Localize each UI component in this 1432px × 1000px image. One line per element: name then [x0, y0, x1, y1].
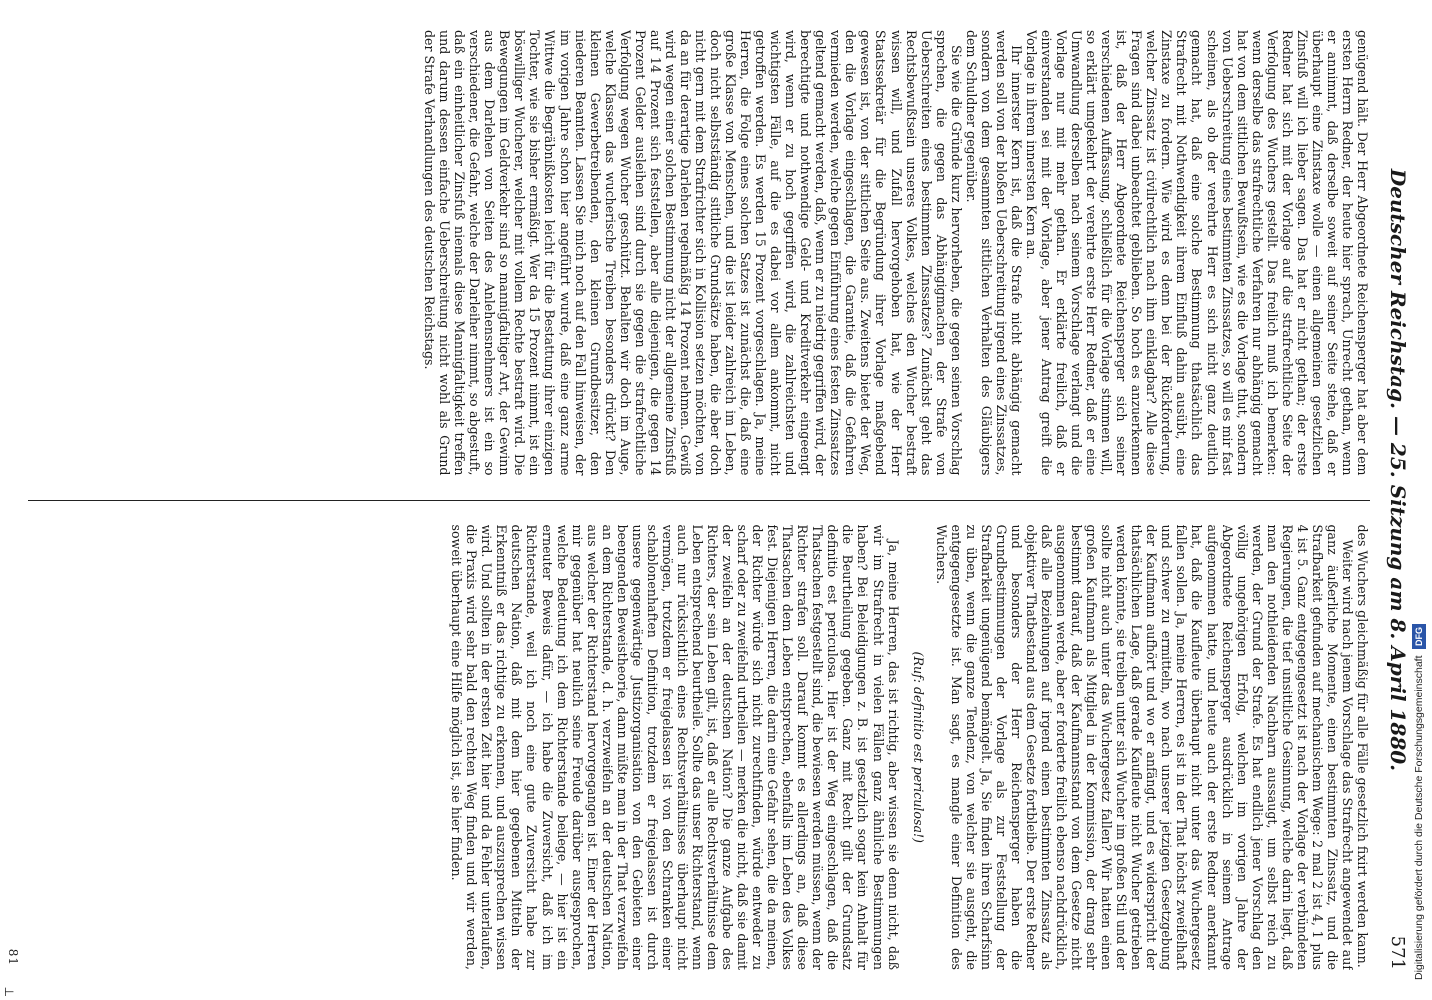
paragraph: des Wuchers gleichmäßig für alle Fälle gesetzlich fixirt werden kann.	[1355, 524, 1370, 968]
paragraph: Sie wie die Gründe kurz hervorheben, die gegen seinen Vorschlag sprechen, die gegen das Abhängigmachen der Strafe von Ueberschreiten eines bestimmten Zinssatzes? Zunächst geht das Rechtsbewußtsein unseres Volkes, welches den Wucher bestraft wissen will, und Zufall hervorgehoben hat, wie der Herr Staatssekretär für die Begründung ihrer Vorlage maßgebend gewesen ist, von der sittlichen Seite aus. Zweitens bietet der Weg, den die Vorlage eingeschlagen, die Garantie, daß die Gefahren vermieden werden, welche gegen Einführung eines festen Zinssatzes geltend gemacht werden, daß, wenn er zu niedrig gegriffen wird, der berechtigte und nothwendige Geld- und Kreditverkehr eingeengt wird, wenn er zu hoch gegriffen wird, die zahlreichsten und wichtigsten Fälle, auf die es dabei vor allem ankommt, nicht getroffen werden. Es werden 15 Prozent vorgeschlagen. Ja, meine Herren, die Folge eines solchen Satzes ist zunächst die, daß eine große Klasse von Menschen, und die ist leider zahlreich im Leben, doch nicht selbstständig sittliche Grundsätze haben, die aber doch nicht gern mit dem Strafrichter sich in Kollision setzen möchten, von da an für derartige Darlehen regelmäßig 14 Prozent nehmen. Gewiß wird wegen einer solchen Bestimmung nicht der allgemeine Zinsfuß auf 14 Prozent sich feststellen, aber alle diejenigen, die gegen 14 Prozent Gelder ausleihen sind durch sie gegen die strafrechtliche Verfolgung wegen Wucher geschützt. Behalten wir doch im Auge, welche Klassen das wucherische Treiben besonders drückt? Den kleinen Gewerbetreibenden, den kleinen Grundbesitzer, den niederen Beamten. Lassen Sie mich noch auf den Fall hinweisen, der im vorigen Jahre schon hier angeführt wurde, daß eine ganz arme Wittwe die Begräbnißkosten leicht für die Bestattung ihrer einzigen Tochter, wie sie bisher ermäßigt. Wer da 15 Prozent nimmt, ist ein böswilliger Wucherer, welcher mit vollem Rechte bestraft wird. Die Bewegungen im Geldverkehr sind so mannigfaltiger Art, der Gewinn aus dem Darlehen von Seiten des Anlehensnehmers ist ein so verschiedener, die Gefahr, welche der Darleiher nimmt, so abgestuft, daß ein einheitlicher Zinsfuß niemals diese Mannigfaltigkeit treffen und darum dessen einfache Ueberschreitung nicht wohl als Grund der Strafe Verhandlungen des deutschen Reichstags.	[422, 30, 964, 476]
paragraph: Ja, meine Herren, das ist richtig, aber wissen sie denn nicht, daß wir im Strafrecht in vielen Fällen ganz ähnliche Bestimmungen haben? Bei Beleidigungen z. B. ist gesetzlich sogar kein Anhalt für die Beurtheilung gegeben. Ganz mit Recht gilt der Grundsatz definitio est periculosa. Hier ist der Weg eingeschlagen, daß die Thatsachen festgestellt sind, die bewiesen werden müssen, wenn der Richter strafen soll. Darauf kommt es allerdings an, daß diese Thatsachen dem Leben entsprechen, ebenfalls im Leben des Volkes fest. Diejenigen Herren, die darin eine Gefahr sehen, die da meinen, der Richter würde sich nicht zurechtfinden, würde entweder zu scharf oder zu zweifelnd urtheilen — merken die nicht, daß sie damit der zweifeln an der deutschen Nation? Die ganze Aufgabe des Richters, der sein Leben gilt, ist, daß er alle Rechtsverhältnisse dem Leben entsprechend beurtheile. Sollte das unser Richterstand, wenn auch nur rücksichtlich eines Rechtsverhältnisses überhaupt nicht vermögen, trotzdem er freigelassen ist von den Schranken einer schablonenhaften Definition, trotzdem er freigelassen ist durch unsere gegenwärtige Justizorganisation von den Gebieten einer beengenden Beweistheorie, dann müßte man in der That verzweifeln an dem Richterstande, d. h. verzweifeln an der deutschen Nation, aus welcher der Richterstand hervorgegangen ist. Einer der Herren mir gegenüber hat neulich seine Freude darüber ausgesprochen, welche Bedeutung ich dem Richterstande beilege, — hier ist ein erneuter Beweis dafür, — ich habe die Zuversicht, daß ich im Richterstande, weil ich noch eine gute Zuversicht habe zur deutschen Nation, daß mit dem hier gegebenen Mitteln der Erkenntniß er das richtige zu erkennen, und auszusprechen wissen wird. Und sollten in der ersten Zeit hier und da Fehler unterlaufen, die Praxis wird sehr bald den rechten Weg finden und wir werden, soweit überhaupt eine Hilfe möglich ist, sie hier finden.	[449, 524, 901, 970]
signature-mark: 81	[6, 948, 20, 966]
paragraph: Weiter wird nach jenem Vorschlage das Strafrecht angewendet auf ganz äußerliche Momente, einen bestimmten Zinssatz, und die Strafbarkeit gefunden auf mechanischem Wege: 2 mal 2 ist 4, 1 plus 4 ist 5. Ganz entgegengesetzt ist nach der Vorlage der verbündeten Regierungen, die tief unsittliche Gesinnung, welche darin liegt, daß man den nothleidenden Nachbarn aussaugt, um selbst reich zu werden, der Grund der Strafe. Es hat endlich jener Vorschlag den völlig ungehörigen Erfolg, welchen im vorigen Jahre der Abgeordnete Reichensperger ausdrücklich in seinem Antrage aufgenommen hatte, und heute auch der erste Redner anerkannt hat, daß die Kaufleute überhaupt nicht unter das Wuchergesetz fallen sollen. Ja, meine Herren, es ist in der That höchst zweifelhaft und schwer zu ermitteln, wo nach unserer jetzigen Gesetzgebung der Kaufmann aufhört und wo er anfängt, und es widerspricht der thatsächlichen Lage, daß gerade Kaufleute nicht Wucher getrieben werden könnte, sie treiben unter sich Wucher im großen Stil und der sollte nicht auch unter das Wuchergesetz fallen? Wir hatten einen großen Kaufmann als Mitglied in der Kommission, der drang sehr bestimmt darauf, daß der Kaufmannsstand von dem Gesetze nicht ausgenommen werde, aber er forderte freilich ebenso nachdrücklich, daß alle Beziehungen auf irgend einen bestimmten Zinssatz als objektiver Thatbestand aus dem Gesetze fortbleibe. Der erste Redner und besonders der Herr Reichensperger haben die Grundbestimmungen der Vorlage als zur Feststellung der Strafbarkeit ungenügend bemängelt. Ja, Sie finden ihren Scharfsinn zu üben, wenn die ganze Tendenz, von welcher sie ausgeht, die entgegengesetzte ist. Man sagt, es mangle einer Definition des Wuchers.	[933, 524, 1355, 970]
paragraph: genügend hält. Der Herr Abgeordnete Reichensperger hat aber dem ersten Herrn Redner, der heute hier sprach, Unrecht gethan, wenn er annimmt, daß derselbe soweit auf seiner Seite stehe, daß er überhaupt eine Zinstaxe wolle — einen allgemeinen gesetzlichen Zinsfuß will ich lieber sagen. Das hat er nicht gethan; der erste Redner hat sich mit der Vorlage auf die strafrechtliche Seite der Verfolgung des Wuchers gestellt. Das freilich muß ich bemerken: wenn derselbe das strafrechtliche Verfahren nur abhängig gemacht hat von dem sittlichen Bewußtsein, wie es die Vorlage thut, sondern von Ueberschreitung eines bestimmten Zinssatzes, so will es mir fast scheinen, als ob der verehrte Herr es sich nicht ganz deutlich gemacht hat, daß eine solche Bestimmung thatsächlich das Strafrecht mit Nothwendigkeit ihrem Einfluß dahin ausübt, eine Zinstaxe zu fordern. Wie wird es denn bei der Rückforderung, welcher Zinssatz ist civilrechtlich nach ihm einklagbar? Alle diese Fragen sind dabei unbeachtet geblieben. So hoch es anzuerkennen ist, daß der Herr Abgeordnete Reichensperger sich seiner verschiedenen Auffassung, schließlich für die Vorlage stimmen will, so erklärt umgekehrt der verehrte erste Herr Redner, daß er eine Umwandlung derselben nach seinem Vorschlage verlangt und die Vorlage nur mit mehr gethan. Er erklärte freilich, daß er einverstanden sei mit der Vorlage, aber jener Antrag greift die Vorlage in ihrem innersten Kern an.	[1023, 30, 1370, 476]
paragraph: Ihr innerster Kern ist, daß die Strafe nicht abhängig gemacht werden soll von der bloßen Ueberschreitung irgend eines Zinssatzes, sondern von dem gesammten sittlichen Verhalten des Gläubigers dem Schuldner gegenüber.	[963, 30, 1024, 476]
page-title: Deutscher Reichstag. — 25. Sitzung am 8. April 1880.	[1386, 168, 1410, 772]
text-columns	[28, 30, 1370, 970]
left-column	[28, 30, 1370, 476]
digitization-credit	[1408, 20, 1430, 980]
column-divider	[28, 500, 1370, 501]
edge-mark: ⊢	[4, 985, 15, 999]
credit-text: Digitalisierung gefördert durch die Deutsche Forschungsgemeinschaft	[1413, 655, 1425, 980]
right-column	[28, 525, 1370, 971]
interjection: (Ruf: definitio est periculosa!)	[910, 651, 926, 843]
page-number: 571	[1387, 935, 1409, 970]
dfg-logo: DFG	[1412, 624, 1426, 649]
